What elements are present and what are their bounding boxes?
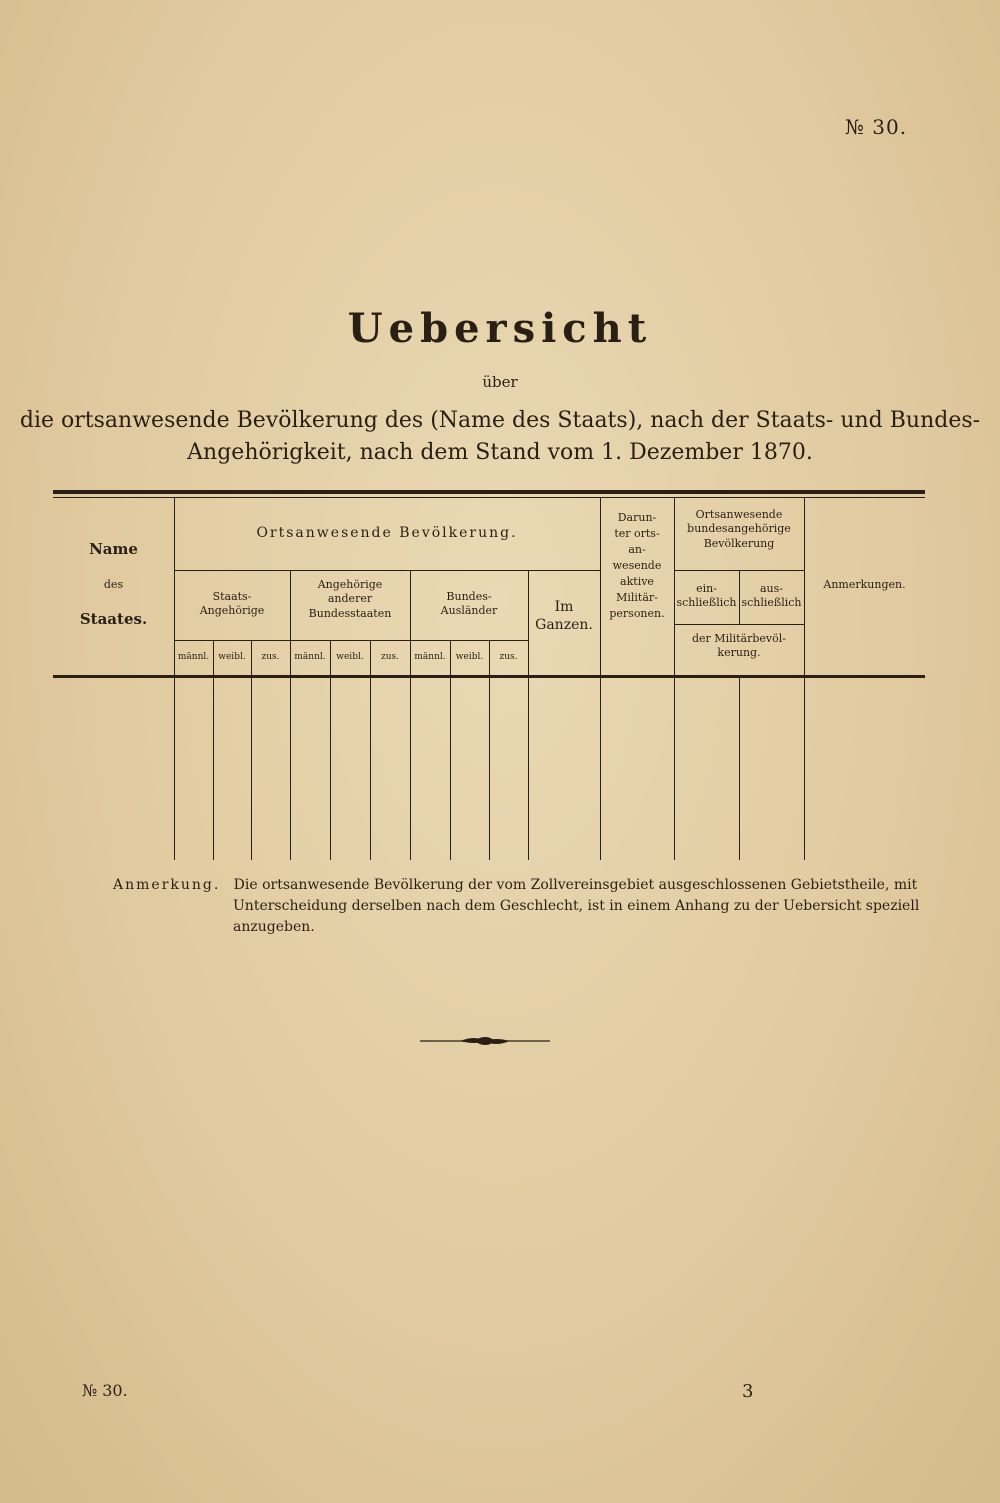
gender-label: männl. <box>294 652 326 662</box>
col-rule <box>174 498 175 860</box>
group-title: Ortsanwesende Bevölkerung. <box>256 525 518 541</box>
gender-label: weibl. <box>336 652 364 662</box>
col-name-label: Name <box>89 540 138 558</box>
gender-label: zus. <box>380 652 400 662</box>
group-divider-rule <box>174 570 600 571</box>
subtitle-line-1: die ortsanwesende Bevölkerung des (Name des Staats), nach der Staats- und Bundes- <box>19 408 981 433</box>
ornament-divider <box>420 1034 550 1048</box>
sub-staats: Staats- Angehörige <box>199 590 265 618</box>
gender-divider-rule <box>174 640 528 641</box>
document-number-top: № 30. <box>845 115 908 139</box>
col-rule <box>674 498 675 860</box>
gender-label: zus. <box>261 652 280 662</box>
table-top-rule <box>53 490 925 494</box>
col-rule <box>213 640 214 860</box>
table-top-rule-thin <box>53 497 925 498</box>
col-rule <box>489 640 490 860</box>
col-rule <box>251 640 252 860</box>
document-number-bottom: № 30. <box>82 1381 128 1400</box>
sub-bundes: Bundes- Ausländer <box>440 590 498 618</box>
anmerkungen-header: Anmerkungen. <box>823 578 906 591</box>
footnote-text-2: Unterscheidung derselben nach dem Geschlecht, ist in einem Anhang zu der Uebersicht speziell anzugeben. <box>233 898 920 935</box>
col-rule <box>450 640 451 860</box>
page-title: Uebersicht <box>347 305 653 352</box>
sub-angehoerige: Angehörige anderer Bundesstaaten <box>308 578 392 620</box>
col-rule <box>804 498 805 860</box>
gender-label: männl. <box>414 652 446 662</box>
bundes-title: Ortsanwesende bundesangehörige Bevölkerung <box>687 508 791 550</box>
col-rule <box>739 678 740 860</box>
gender-label: zus. <box>499 652 518 662</box>
militaer-divider-rule <box>674 624 804 625</box>
gender-label: weibl. <box>455 652 484 662</box>
col-rule <box>370 640 371 860</box>
col-name-label-3: Staates. <box>79 610 148 628</box>
footnote-text-1: Die ortsanwesende Bevölkerung der vom Zollvereinsgebiet ausgeschlossenen Gebietstheile, mit <box>233 877 918 893</box>
title-connector: über <box>482 373 518 391</box>
page-number: 3 <box>742 1381 754 1402</box>
footnote <box>113 875 928 938</box>
subtitle-line-2: Angehörigkeit, nach dem Stand vom 1. Dezember 1870. <box>187 440 813 465</box>
ausschliesslich: aus- schließlich <box>741 582 802 610</box>
footnote-label: Anmerkung. <box>113 877 221 893</box>
gender-label: weibl. <box>218 652 246 662</box>
col-name-label-2: des <box>103 578 124 591</box>
darunter: Darun- ter orts- an- wesende aktive Militär- personen. <box>609 511 665 620</box>
gender-label: männl. <box>177 652 210 662</box>
col-rule <box>330 640 331 860</box>
einschliesslich: ein- schließlich <box>676 582 737 610</box>
census-table <box>53 490 925 860</box>
militaer-label: der Militärbevöl- kerung. <box>692 632 786 660</box>
im-ganzen: Im Ganzen. <box>535 599 593 634</box>
